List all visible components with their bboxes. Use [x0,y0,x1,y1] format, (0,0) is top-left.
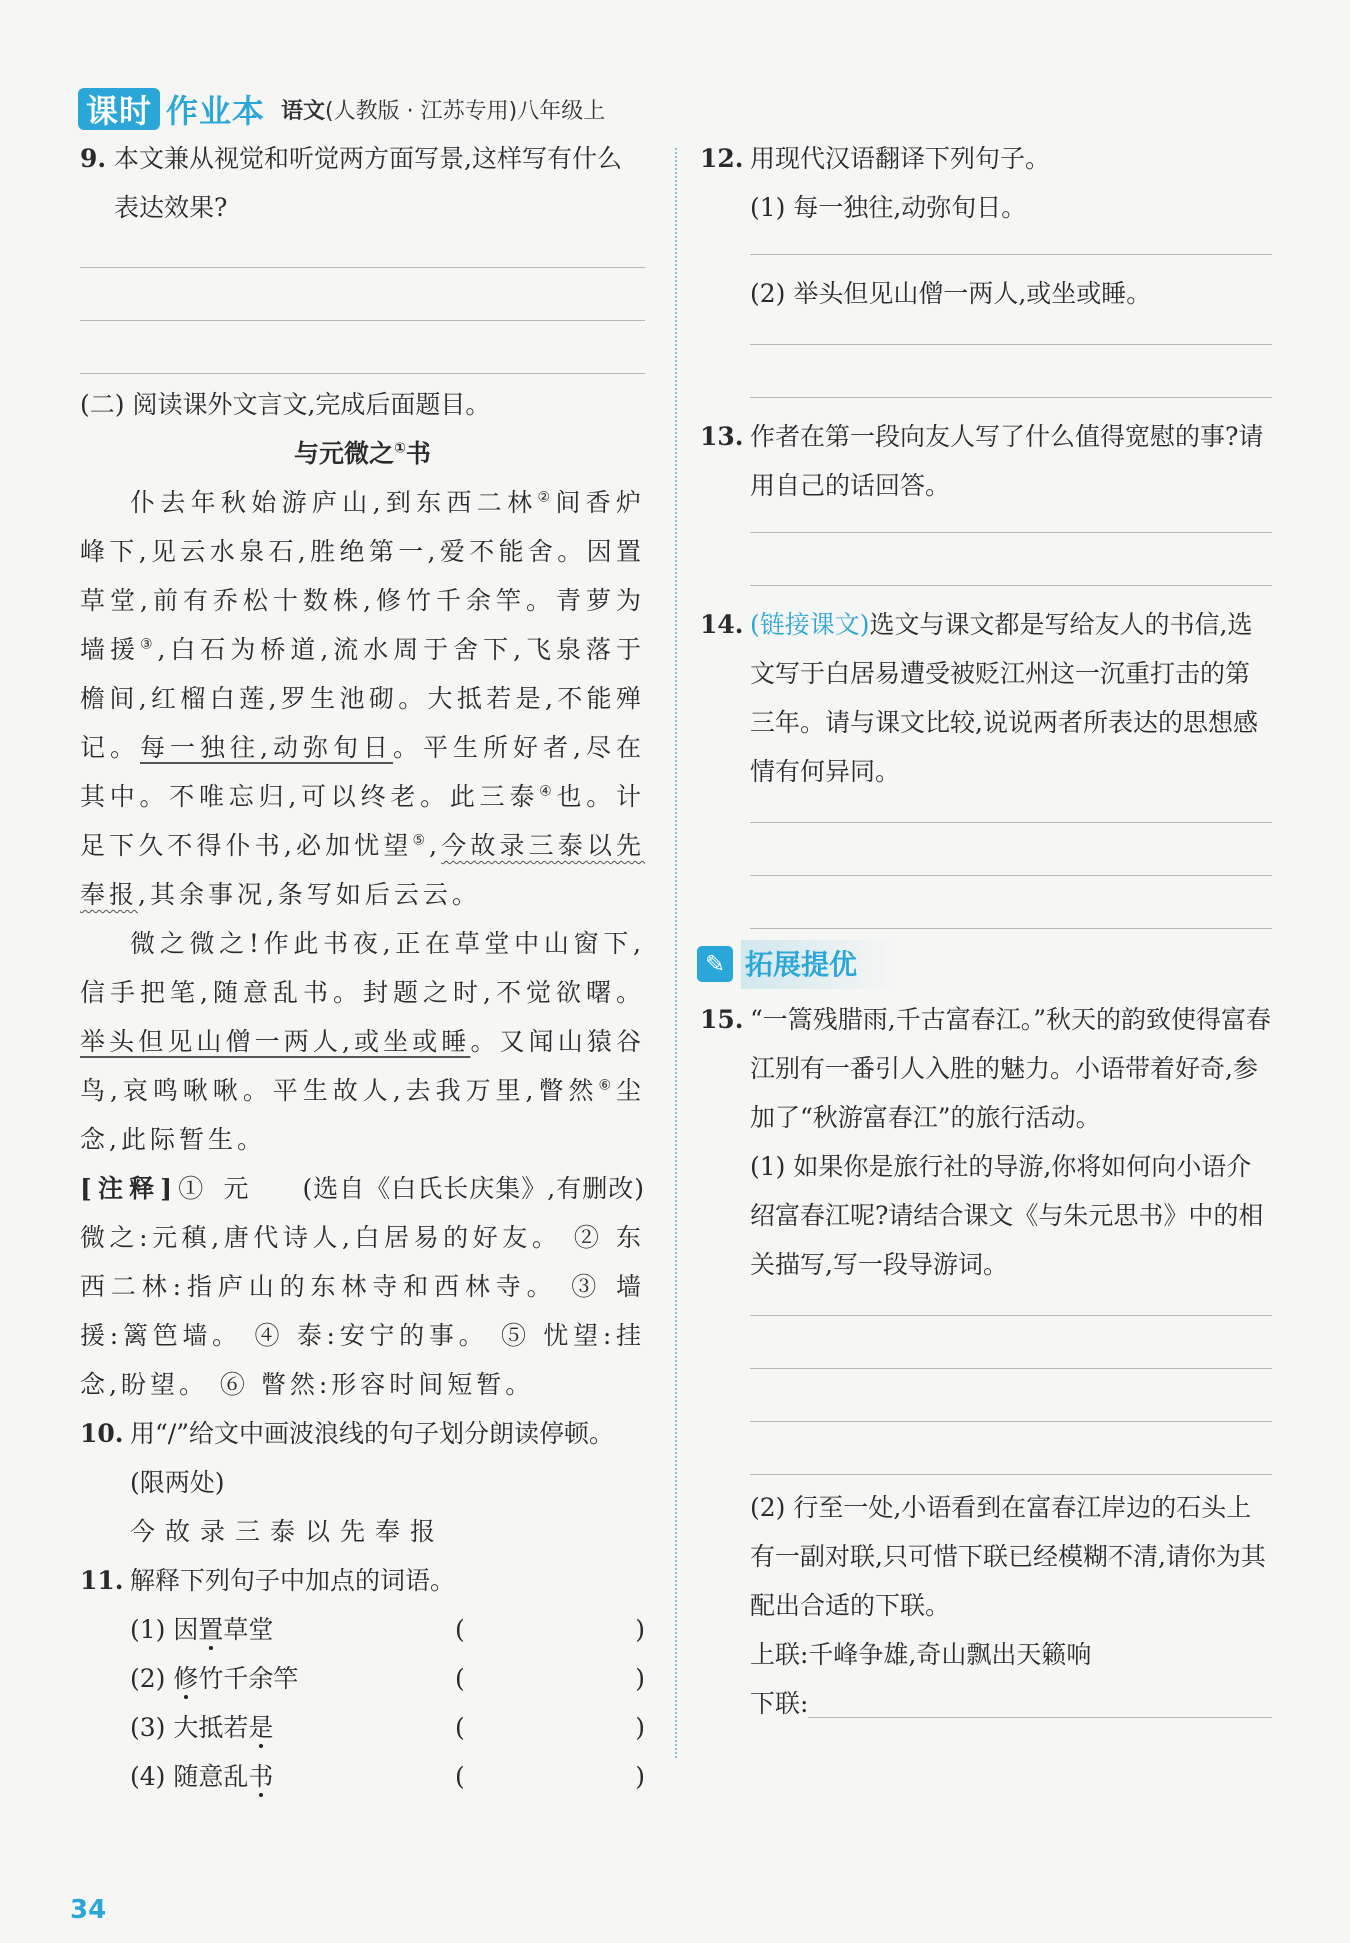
underlined-sentence: 每一独往,动弥旬日 [140,733,394,762]
paren-open: ( [455,1664,465,1693]
dotted-word: 书 [248,1762,274,1791]
question-number: 15. [700,1005,744,1034]
footnote-marker: ③ [139,636,158,653]
item-label: (2) [130,1664,174,1693]
text: 草堂 [223,1615,274,1644]
extend-title: 拓展提优 [741,940,897,989]
text: 竹千余竿 [198,1664,299,1693]
left-column [80,134,645,1801]
question-number: 13. [700,422,744,451]
couplet-lower-label: 下联: [750,1689,809,1718]
pencil-icon: ✎ [697,946,733,982]
paren-close: ) [635,1615,645,1644]
question-9 [80,134,645,232]
question-14 [700,600,1272,929]
annotation-tag: [注释] [80,1174,177,1203]
question-10 [80,1409,645,1556]
dotted-word: 修 [173,1664,199,1693]
dotted-word: 置 [198,1615,224,1644]
couplet-answer-line[interactable] [808,1717,1272,1718]
question-text: “一篙残腊雨,千古富春江。”秋天的韵致使得富春江别有一番引人入胜的魅力。小语带着好奇,参加了“秋游富春江”的旅行活动。 [750,1005,1272,1132]
paren-close: ) [635,1664,645,1693]
question-text: 作者在第一段向友人写了什么值得宽慰的事?请用自己的话回答。 [750,422,1264,500]
text: 。平生所好者,尽在其中。不唯忘归,可以终老。此三泰 [80,733,645,811]
text: 。又闻山猿谷鸟,哀鸣啾啾。平生故人,去我万里,瞥然 [80,1027,645,1105]
right-column [700,134,1272,1728]
sub-question-2: (2) 行至一处,小语看到在富春江岸边的石头上有一副对联,只可惜下联已经模糊不清,请你为其配出合适的下联。 [750,1493,1266,1620]
question-13 [700,412,1272,600]
paren-close: ) [635,1713,645,1742]
edition-label: (人教版 · 江苏专用)八年级上 [325,98,606,124]
paren-close: ) [635,1762,645,1791]
sub-question-2: (2) 举头但见山僧一两人,或坐或睡。 [750,279,1152,308]
question-text: 选文与课文都是写给友人的书信,选文写于白居易遭受被贬江州这一沉重打击的第三年。请与课文比较,说说两者所表达的思想感情有何异同。 [750,610,1258,786]
footnote-marker: ④ [539,783,557,800]
paren-open: ( [455,1615,465,1644]
passage-title [80,429,645,478]
text: 微之微之!作此书夜,正在草堂中山窗下,信手把笔,随意乱书。封题之时,不觉欲曙。 [80,929,645,1007]
footnote-marker: ⑤ [412,832,430,849]
answer-blank[interactable] [455,1752,645,1801]
paren-open: ( [455,1762,465,1791]
question-number: 11. [80,1566,124,1595]
page-number: 34 [70,1895,107,1925]
logo-text: 作业本 [166,92,266,130]
question-number: 12. [700,144,744,173]
extend-section-heading [697,943,1272,985]
logo-box: 课时 [78,88,160,130]
wavy-underlined-sentence: 今故录三泰以先奉报 [80,831,645,909]
link-tag: (链接课文) [750,610,870,639]
text: ,白石为桥道,流水周于舍下,飞泉落于檐间,红榴白莲,罗生池砌。大抵若是,不能殚记。 [80,635,645,762]
question-15 [700,995,1272,1728]
couplet-upper: 上联:千峰争雄,奇山飘出天籁响 [750,1640,1092,1669]
classical-passage [80,478,645,1409]
text: 间香炉峰下,见云水泉石,胜绝第一,爱不能舍。因置草堂,前有乔松十数株,修竹千余竿。青萝为墙援 [80,488,645,664]
text: 大抵若 [173,1713,249,1742]
subject-label: 语文 [281,98,326,124]
annotation-text: ① 元微之:元稹,唐代诗人,白居易的好友。 ② 东西二林:指庐山的东林寺和西林寺。 ③ 墙援:篱笆墙。 ④ 泰:安宁的事。 ⑤ 忧望:挂念,盼望。 ⑥ 瞥然:形容时间短暂。 [80,1174,645,1399]
passage-title-end: 书 [405,439,431,468]
passage-source: (选自《白氏长庆集》,有删改) [302,1174,645,1203]
item-label: (4) [130,1762,174,1791]
couplet-lower-row [750,1679,1272,1728]
answer-line[interactable] [750,928,1272,929]
text: 仆去年秋始游庐山,到东西二林 [130,488,538,517]
column-divider [675,148,677,1758]
underlined-sentence: 举头但见山僧一两人,或坐或睡 [80,1027,471,1056]
header-subtitle [281,94,605,125]
text: 因 [173,1615,199,1644]
word-item-3 [130,1703,645,1752]
question-text: 用“/”给文中画波浪线的句子划分朗读停顿。(限两处) [130,1419,614,1497]
footnote-marker: ② [537,489,556,506]
question-text: 用现代汉语翻译下列句子。 [750,144,1051,173]
question-12 [700,134,1272,412]
answer-blank[interactable] [455,1605,645,1654]
section-heading: (二) 阅读课外文言文,完成后面题目。 [80,390,491,419]
word-item-2 [130,1654,645,1703]
word-item-4 [130,1752,645,1801]
footnote-marker: ① [394,440,406,457]
footnote-marker: ⑥ [598,1077,616,1094]
question-text: 本文兼从视觉和听觉两方面写景,这样写有什么表达效果? [114,144,622,222]
sub-question-1: (1) 如果你是旅行社的导游,你将如何向小语介绍富春江呢?请结合课文《与朱元思书》中的相关描写,写一段导游词。 [750,1152,1264,1279]
answer-blank[interactable] [455,1654,645,1703]
question-text: 解释下列句子中加点的词语。 [130,1566,456,1595]
question-number: 14. [700,610,744,639]
passage-title-text: 与元微之 [294,439,395,468]
item-label: (3) [130,1713,174,1742]
answer-blank[interactable] [455,1703,645,1752]
question-number: 9. [80,144,107,173]
text: 随意乱 [173,1762,249,1791]
dotted-word: 是 [248,1713,274,1742]
paren-open: ( [455,1713,465,1742]
item-label: (1) [130,1615,174,1644]
question-number: 10. [80,1419,124,1448]
word-item-1 [130,1605,645,1654]
question-11 [80,1556,645,1801]
text: , [429,831,442,860]
page-header [78,86,605,132]
text: 尘念,此际暂生。 [80,1076,645,1154]
passage-paragraph-1 [80,478,645,919]
sub-question-1: (1) 每一独往,动弥旬日。 [750,193,1027,222]
text: ,其余事况,条写如后云云。 [138,880,481,909]
pause-sentence[interactable]: 今故录三泰以先奉报 [130,1517,446,1546]
text: 也。计足下久不得仆书,必加忧望 [80,782,645,860]
